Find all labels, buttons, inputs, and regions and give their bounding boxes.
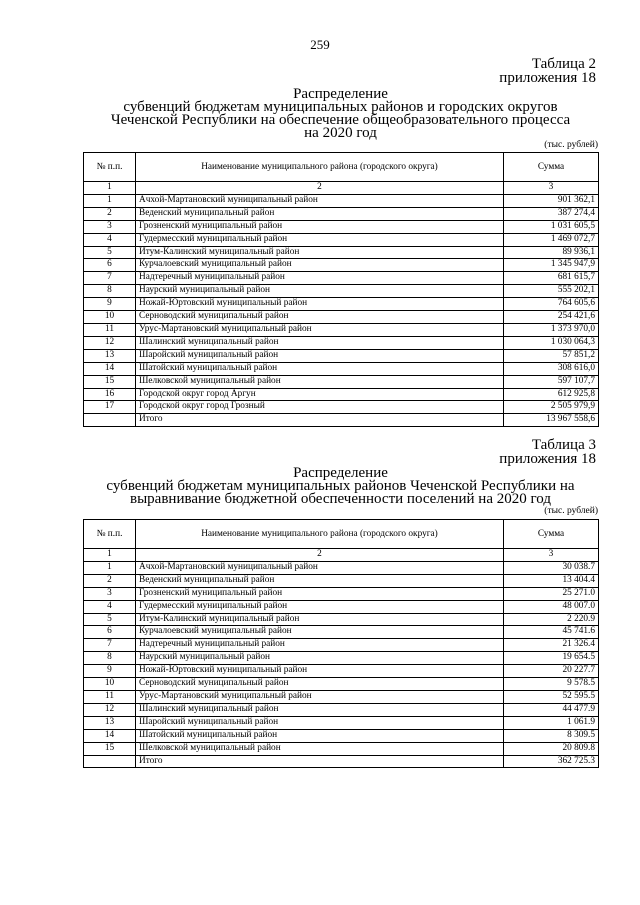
column-number: 3 [504, 182, 599, 195]
row-number: 13 [84, 349, 136, 362]
district-name: Итум-Калинский муниципальный район [136, 613, 504, 626]
table-row [84, 259, 599, 272]
row-number: 15 [84, 375, 136, 388]
district-name: Серноводский муниципальный район [136, 678, 504, 691]
district-name: Ачхой-Мартановский муниципальный район [136, 194, 504, 207]
district-name: Надтеречный муниципальный район [136, 272, 504, 285]
district-name: Шатойский муниципальный район [136, 729, 504, 742]
district-name: Веденский муниципальный район [136, 574, 504, 587]
table-row [84, 246, 599, 259]
district-name: Курчалоевский муниципальный район [136, 259, 504, 272]
table3-title [83, 467, 598, 506]
table3-label: Таблица 3 [531, 437, 596, 453]
table-row [84, 298, 599, 311]
row-number: 8 [84, 285, 136, 298]
row-number: 10 [84, 678, 136, 691]
empty-cell [84, 755, 136, 768]
sum-value: 44 477.9 [504, 703, 599, 716]
sum-value: 45 741.6 [504, 626, 599, 639]
table-row [84, 742, 599, 755]
sum-value: 901 362,1 [504, 194, 599, 207]
district-name: Шелковской муниципальный район [136, 375, 504, 388]
total-row [84, 414, 599, 427]
table-row [84, 626, 599, 639]
title-line: Чеченской Республики на обеспечение общеобразовательного процесса [110, 112, 571, 128]
sum-value: 254 421,6 [504, 311, 599, 324]
table2-label: Таблица 2 [531, 56, 596, 72]
row-number: 5 [84, 613, 136, 626]
table-row [84, 233, 599, 246]
sum-value: 20 227.7 [504, 665, 599, 678]
sum-value: 1 373 970,0 [504, 323, 599, 336]
district-name: Курчалоевский муниципальный район [136, 626, 504, 639]
table3-appendix: приложения 18 [499, 451, 596, 467]
row-number: 2 [84, 207, 136, 220]
district-name: Ножай-Юртовский муниципальный район [136, 298, 504, 311]
row-number: 8 [84, 652, 136, 665]
sum-value: 9 578.5 [504, 678, 599, 691]
row-number: 4 [84, 233, 136, 246]
district-name: Городской округ город Аргун [136, 388, 504, 401]
empty-cell [84, 414, 136, 427]
row-number: 11 [84, 690, 136, 703]
column-number: 2 [136, 182, 504, 195]
sum-value: 2 505 979,9 [504, 401, 599, 414]
table3-unit: (тыс. рублей) [544, 506, 598, 516]
table2 [83, 152, 599, 427]
row-number: 3 [84, 220, 136, 233]
district-name: Грозненский муниципальный район [136, 587, 504, 600]
row-number: 4 [84, 600, 136, 613]
sum-value: 1 030 064,3 [504, 336, 599, 349]
table2-unit: (тыс. рублей) [544, 140, 598, 150]
table-row [84, 362, 599, 375]
title-line: Распределение [293, 465, 388, 481]
column-number: 3 [504, 549, 599, 562]
column-number-row [84, 182, 599, 195]
district-name: Ножай-Юртовский муниципальный район [136, 665, 504, 678]
row-number: 9 [84, 298, 136, 311]
district-name: Наурский муниципальный район [136, 285, 504, 298]
total-row [84, 755, 599, 768]
district-name: Шаройский муниципальный район [136, 716, 504, 729]
sum-value: 308 616,0 [504, 362, 599, 375]
row-number: 2 [84, 574, 136, 587]
table-row [84, 194, 599, 207]
total-label: Итого [136, 755, 504, 768]
row-number: 7 [84, 272, 136, 285]
table-row [84, 613, 599, 626]
district-name: Итум-Калинский муниципальный район [136, 246, 504, 259]
sum-value: 555 202,1 [504, 285, 599, 298]
row-number: 9 [84, 665, 136, 678]
district-name: Веденский муниципальный район [136, 207, 504, 220]
row-number: 16 [84, 388, 136, 401]
row-number: 17 [84, 401, 136, 414]
district-name: Шаройский муниципальный район [136, 349, 504, 362]
district-name: Шелковской муниципальный район [136, 742, 504, 755]
district-name: Шалинский муниципальный район [136, 703, 504, 716]
row-number: 14 [84, 729, 136, 742]
table-row [84, 272, 599, 285]
row-number: 11 [84, 323, 136, 336]
district-name: Шатойский муниципальный район [136, 362, 504, 375]
table-row [84, 690, 599, 703]
table-row [84, 323, 599, 336]
row-number: 6 [84, 259, 136, 272]
sum-value: 2 220.9 [504, 613, 599, 626]
table-row [84, 639, 599, 652]
total-label: Итого [136, 414, 504, 427]
table-row [84, 600, 599, 613]
sum-value: 387 274,4 [504, 207, 599, 220]
table-row [84, 285, 599, 298]
row-number: 12 [84, 336, 136, 349]
sum-value: 1 469 072,7 [504, 233, 599, 246]
district-name: Урус-Мартановский муниципальный район [136, 690, 504, 703]
sum-value: 89 936,1 [504, 246, 599, 259]
table3 [83, 519, 599, 768]
table-row [84, 311, 599, 324]
table-row [84, 401, 599, 414]
district-name: Гудермесский муниципальный район [136, 233, 504, 246]
row-number: 14 [84, 362, 136, 375]
row-number: 7 [84, 639, 136, 652]
column-number-row [84, 549, 599, 562]
col-header-name: Наименование муниципального района (городского округа) [136, 153, 504, 182]
total-value: 13 967 558,6 [504, 414, 599, 427]
col-header-sum: Сумма [504, 520, 599, 549]
sum-value: 1 345 947,9 [504, 259, 599, 272]
table-row [84, 375, 599, 388]
table-row [84, 587, 599, 600]
sum-value: 764 605,6 [504, 298, 599, 311]
table2-appendix: приложения 18 [499, 70, 596, 86]
table-row [84, 220, 599, 233]
table-row [84, 388, 599, 401]
row-number: 5 [84, 246, 136, 259]
column-number: 1 [84, 182, 136, 195]
sum-value: 1 031 605,5 [504, 220, 599, 233]
sum-value: 1 061.9 [504, 716, 599, 729]
sum-value: 57 851,2 [504, 349, 599, 362]
col-header-number: № п.п. [84, 520, 136, 549]
column-number: 1 [84, 549, 136, 562]
title-line: субвенций бюджетам муниципальных районов Чеченской Республики на [106, 478, 575, 494]
row-number: 3 [84, 587, 136, 600]
district-name: Наурский муниципальный район [136, 652, 504, 665]
header-row [84, 153, 599, 182]
sum-value: 48 007.0 [504, 600, 599, 613]
sum-value: 612 925,8 [504, 388, 599, 401]
district-name: Урус-Мартановский муниципальный район [136, 323, 504, 336]
sum-value: 20 809.8 [504, 742, 599, 755]
sum-value: 30 038.7 [504, 561, 599, 574]
district-name: Городской округ город Грозный [136, 401, 504, 414]
col-header-number: № п.п. [84, 153, 136, 182]
page-number: 259 [310, 37, 330, 52]
title-line: выравнивание бюджетной обеспеченности поселений на 2020 год [130, 491, 551, 507]
col-header-name: Наименование муниципального района (городского округа) [136, 520, 504, 549]
sum-value: 13 404.4 [504, 574, 599, 587]
sum-value: 681 615,7 [504, 272, 599, 285]
sum-value: 19 654.5 [504, 652, 599, 665]
table-row [84, 574, 599, 587]
row-number: 1 [84, 194, 136, 207]
row-number: 15 [84, 742, 136, 755]
col-header-sum: Сумма [504, 153, 599, 182]
row-number: 12 [84, 703, 136, 716]
district-name: Серноводский муниципальный район [136, 311, 504, 324]
sum-value: 21 326.4 [504, 639, 599, 652]
table-row [84, 336, 599, 349]
sum-value: 8 309.5 [504, 729, 599, 742]
total-value: 362 725.3 [504, 755, 599, 768]
table-row [84, 729, 599, 742]
sum-value: 25 271.0 [504, 587, 599, 600]
row-number: 13 [84, 716, 136, 729]
sum-value: 597 107,7 [504, 375, 599, 388]
title-line: на 2020 год [304, 125, 377, 141]
district-name: Гудермесский муниципальный район [136, 600, 504, 613]
table-row [84, 716, 599, 729]
table-row [84, 665, 599, 678]
row-number: 1 [84, 561, 136, 574]
table2-title [83, 88, 598, 140]
table-row [84, 349, 599, 362]
district-name: Надтеречный муниципальный район [136, 639, 504, 652]
column-number: 2 [136, 549, 504, 562]
sum-value: 52 595.5 [504, 690, 599, 703]
row-number: 6 [84, 626, 136, 639]
table-row [84, 678, 599, 691]
table-row [84, 703, 599, 716]
row-number: 10 [84, 311, 136, 324]
district-name: Грозненский муниципальный район [136, 220, 504, 233]
table-row [84, 207, 599, 220]
header-row [84, 520, 599, 549]
title-line: субвенций бюджетам муниципальных районов и городских округов [123, 99, 558, 115]
district-name: Шалинский муниципальный район [136, 336, 504, 349]
district-name: Ачхой-Мартановский муниципальный район [136, 561, 504, 574]
title-line: Распределение [293, 86, 388, 102]
table-row [84, 561, 599, 574]
table-row [84, 652, 599, 665]
